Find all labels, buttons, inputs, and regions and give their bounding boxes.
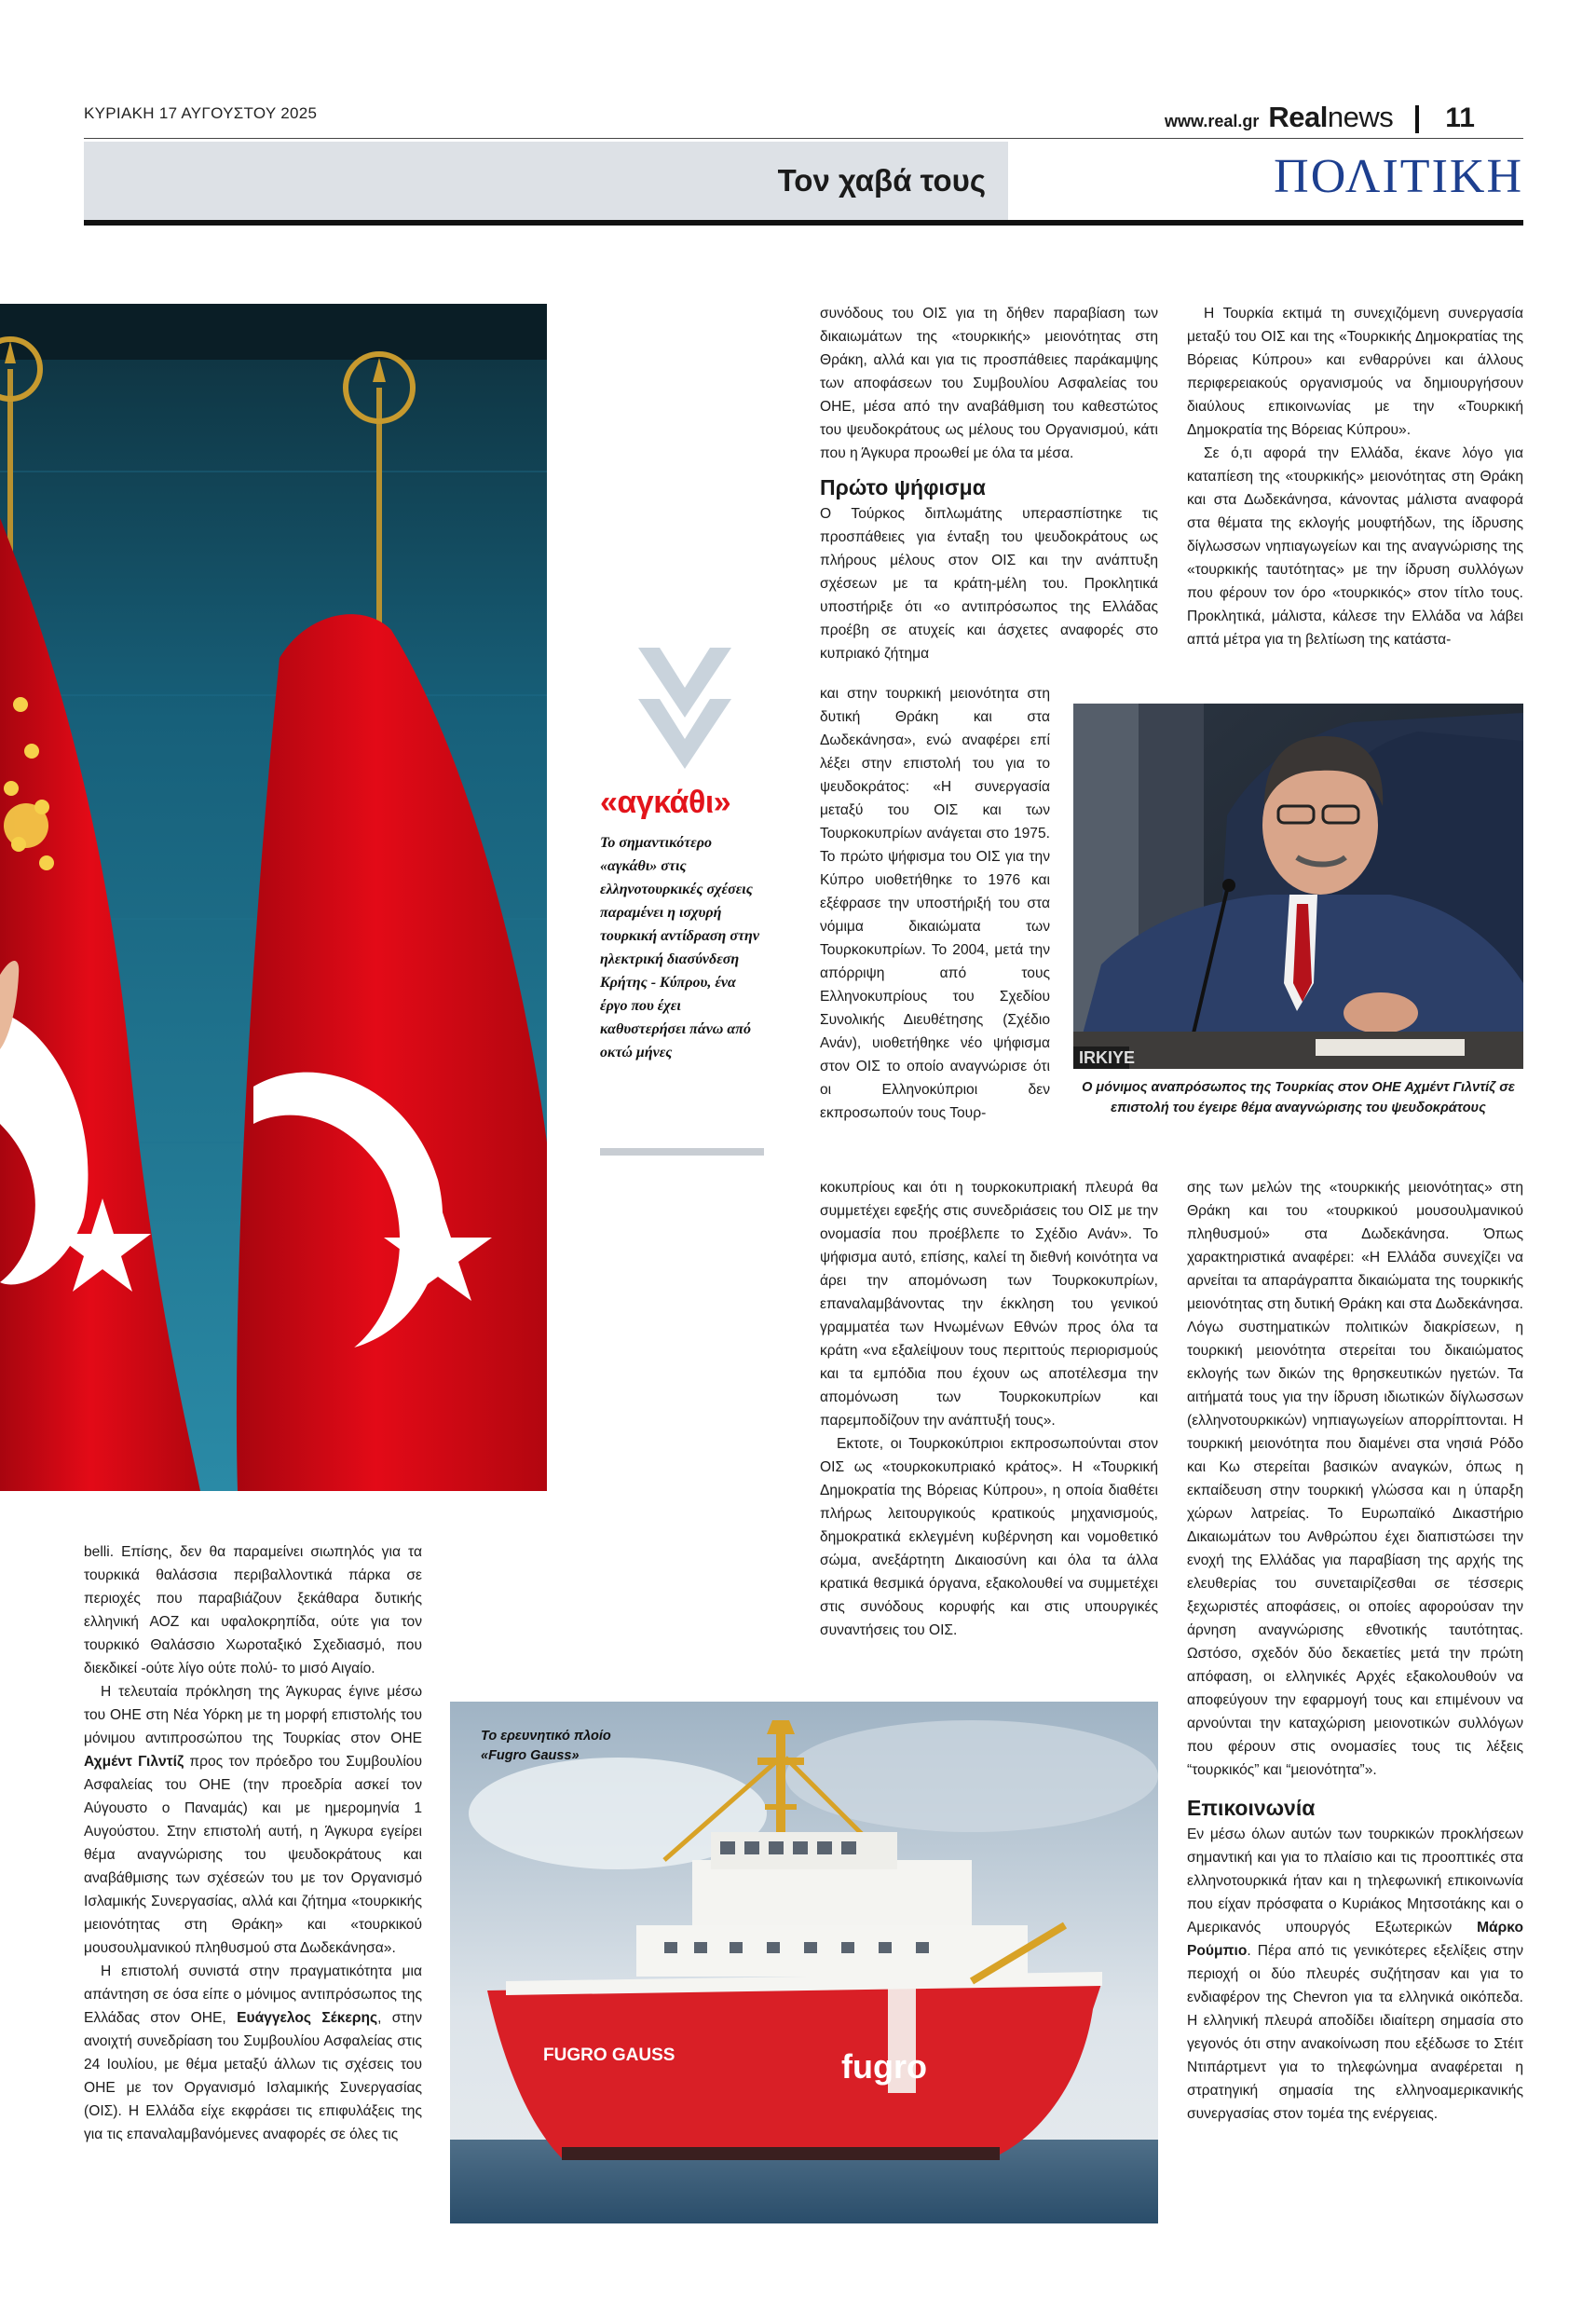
name-rubio: Μάρκο Ρούμπιο [1187,1920,1523,1959]
ship-illustration [450,1702,1158,2223]
masthead-brand [1165,101,1475,138]
ambassador-illustration [1073,704,1523,1069]
col3-paragraph-1: Η Τουρκία εκτιμά τη συνεχιζόμενη συνεργασία μεταξύ του ΟΙΣ και της «Τουρκικής Δημοκρατίας της Βόρειας Κύπρου» και ενθαρρύνει και άλλους περιφερειακούς οργανισμούς να δημιουργήσουν διαύλους επικοινωνίας με την «Τουρκική Δημοκρατία της Βόρειας Κύπρου». [1187,306,1523,438]
section-title: ΠΟΛΙΤΙΚΗ [1274,150,1523,203]
col2-paragraph-4: Εκτοτε, οι Τουρκοκύπριοι εκπροσωπούνται στον ΟΙΣ ως «τουρκοκυπριακό κράτος». Η «Τουρκική Δημοκρατία της Βόρειας Κύπρου», η οποία διαθέτει πλήρως λειτουργικούς κρατικούς μηχανισμούς, δημοκρατικά εκλεγμένη κυβέρνηση και νομοθετικό σώμα, ανεξάρτητη Δικαιοσύνη και όλα τα άλλα κρατικά θεσμικά όργανα, εξακολουθεί να συμμετέχει στις συνόδους κορυφής και στις υπουργικές συναντήσεις του ΟΙΣ. [820,1436,1158,1638]
subheading-first-resolution: Πρώτο ψήφισμα [820,475,986,499]
pullquote-rule [600,1148,764,1156]
article-column-3-top [1187,302,1523,651]
brand-divider [1415,105,1419,133]
article-column-2-bottom [820,1176,1158,1642]
headline: Τον χαβά τους [777,163,986,198]
ship-caption [481,1727,611,1766]
header-thick-rule [84,220,1523,226]
name-sekeris: Ευάγγελος Σέκερης [237,2010,378,2026]
article-column-1 [84,1540,422,2146]
subheading-communication: Επικοινωνία [1187,1796,1316,1820]
brand-news: news [1327,101,1394,133]
col2-paragraph-1: συνόδους του ΟΙΣ για τη δήθεν παραβίαση των δικαιωμάτων της «τουρκικής» μειονότητας στη Θράκη, αλλά και για τις προσπάθειες παράκαμψης των αποφάσεων του Συμβουλίου Ασφαλείας του ΟΗΕ, μέσα από την αναβάθμιση του καθεστώτος του ψευδοκράτους ως μέλους του Οργανισμού, κάτι που η Άγκυρα προωθεί με όλα τα μέσα. [820,306,1158,461]
flags-illustration [0,304,547,1491]
ambassador-caption: Ο μόνιμος αναπρόσωπος της Τουρκίας στον ΟΗΕ Αχμέντ Γιλντίζ σε επιστολή του έγειρε θέμα αναγνώρισης του ψευδοκράτους [1082,1080,1515,1115]
ship-caption-line1: Το ερευνητικό πλοίο [481,1729,611,1744]
ship-caption-line2: «Fugro Gauss» [481,1748,580,1763]
name-yildiz: Αχμέντ Γιλντίζ [84,1754,184,1770]
article-column-3-bottom [1187,1176,1523,2126]
page-number: 11 [1445,103,1475,133]
col1-paragraph-3: Η επιστολή συνιστά στην πραγματικότητα μια απάντηση σε όσα είπε ο μόνιμος αντιπρόσωπος της Ελλάδας στον ΟΗΕ, Ευάγγελος Σέκερης, στην ανοιχτή συνεδρίαση του Συμβουλίου Ασφαλείας στις 24 Ιουλίου, με θέμα μεταξύ άλλων τις σχέσεις του ΟΗΕ με τον Οργανισμό Ισλαμικής Συνεργασίας (ΟΙΣ). Η Ελλάδα είχε εκφράσει τις επιφυλάξεις της για τις επαναλαμβανόμενες αναφορές σε όλες τις [84,1963,423,2142]
website-url[interactable]: www.real.gr [1165,112,1260,130]
col1-paragraph-1: belli. Επίσης, δεν θα παραμείνει σιωπηλός για τα τουρκικά θαλάσσια περιβαλλοντικά πάρκα σε περιοχές που παραβιάζουν ξεκάθαρα δυτικής ελληνική ΑΟΖ και υφαλοκρηπίδα, ούτε για τον τουρκικό Θαλάσσιο Χωροταξικό Σχεδιασμό, που διεκδικεί -ούτε λίγο ούτε πολύ- το μισό Αιγαίο. [84,1544,422,1676]
ship-photo [450,1702,1158,2223]
header-rule [84,138,1523,139]
brand-real: Real [1268,101,1328,133]
col2-paragraph-2-cont: και στην τουρκική μειονότητα στη δυτική Θράκη και στα Δωδεκάνησα», ενώ αναφέρει επί λέξει στην επιστολή του για το ψευδοκράτος: «Η συνεργασία μεταξύ του ΟΙΣ και των Τουρκοκυπρίων ανάγεται στο 1975. Το πρώτο ψήφισμα του ΟΙΣ για την Κύπρο υιοθετήθηκε το 1976 και εξέφρασε την υποστήριξή του στα νόμιμα δικαιώματα των Τουρκοκυπρίων. Το 2004, μετά την απόρριψη από τους Ελληνοκυπρίους του Σχεδίου Συνολικής Διευθέτησης (Σχέδιο Ανάν), υιοθετήθηκε νέο ψήφισμα στον ΟΙΣ το οποίο αναγνώρισε ότι οι Ελληνοκύπριοι δεν εκπροσωπούν τους Τουρ- [820,686,1050,1121]
ship-hull-logo: fugro [841,2047,927,2086]
pullquote-text: Το σημαντικότερο «αγκάθι» στις ελληνοτουρκικές σχέσεις παραμένει η ισχυρή τουρκική αντίδραση στην ηλεκτρική διασύνδεση Κρήτης - Κύπρου, ένα έργο που έχει καθυστερήσει πάνω από οκτώ μήνες [600,835,759,1060]
ship-hull-name: FUGRO GAUSS [543,2045,675,2065]
pullquote-title: «αγκάθι» [600,785,731,820]
turkish-flags-photo [0,304,547,1491]
col2-paragraph-2: Ο Τούρκος διπλωμάτης υπερασπίστηκε τις προσπάθειες για ένταξη του ψευδοκράτους ως πλήρους μέλους στον ΟΙΣ και την ανάπτυξη σχέσεων με τα κράτη-μέλη του. Προκλητικά υποστήριξε ότι «ο αντιπρόσωπος της Ελλάδας προέβη σε ατυχείς και άσχετες αναφορές στο κυπριακό ζήτημα [820,506,1158,662]
nameplate-text: IRKIYE [1079,1048,1136,1067]
issue-date: ΚΥΡΙΑΚΗ 17 ΑΥΓΟΥΣΤΟΥ 2025 [84,104,318,122]
article-column-2-narrow [820,682,1050,1125]
col3-paragraph-4: Εν μέσω όλων αυτών των τουρκικών προκλήσεων σημαντική και για το πλαίσιο και τις προοπτικές στα ελληνοτουρκικά ήταν και η τηλεφωνική επικοινωνία που είχαν πρόσφατα ο Κυριάκος Μητσοτάκης και ο Αμερικανός υπουργός Εξωτερικών Μάρκο Ρούμπιο. Πέρα από τις γενικότερες εξελίξεις στην περιοχή οι δύο πλευρές συζήτησαν και για το ενδιαφέρον της Chevron για τα ελληνικά οικόπεδα. Η ελληνική πλευρά αποδίδει ιδιαίτερη σημασία στο γεγονός ότι στην ανακοίνωση που εξέδωσε το Στέιτ Ντιπάρτμεντ για το τηλεφώνημα αναφέρεται η στρατηγική σημασία της ελληνοαμερικανικής συνεργασίας στον τομέα της ενέργειας. [1187,1826,1523,2122]
ambassador-photo [1073,704,1523,1069]
chevron-down-icon [634,643,736,773]
col2-paragraph-3: κοκυπρίους και ότι η τουρκοκυπριακή πλευρά θα συμμετέχει εφεξής στις συνεδριάσεις του ΟΙΣ με την ονομασία που προέβλεπε το Σχέδιο Ανάν». Το ψήφισμα αυτό, επίσης, καλεί τη διεθνή κοινότητα να άρει την απομόνωση των Τουρκοκυπρίων, επαναλαμβάνοντας την έκκληση του γενικού γραμματέα των Ηνωμένων Εθνών προς όλα τα κράτη «να εξαλείψουν τους περιττούς περιορισμούς και τα εμπόδια που έχουν ως αποτέλεσμα την απομόνωση των Τουρκοκυπρίων και παρεμποδίζουν την ανάπτυξή τους». [820,1180,1158,1429]
col3-paragraph-3: σης των μελών της «τουρκικής μειονότητας» στη Θράκη και του «τουρκικού μουσουλμανικού πληθυσμού» στα Δωδεκάνησα. Όπως χαρακτηριστικά αναφέρει: «Η Ελλάδα συνεχίζει να αρνείται τα απαράγραπτα δικαιώματα της τουρκικής μειονότητας στη δυτική Θράκη και στα Δωδεκάνησα. Λόγω συστηματικών πολιτικών διακρίσεων, η τουρκική μειονότητα στερείται του δικαιώματος εκλογής των δικών της θρησκευτικών ηγετών. Τα αιτήματά τους για την ίδρυση ιδιωτικών δίγλωσσων (ελληνοτουρκικών) νηπιαγωγείων απορρίπτονται. Η τουρκική μειονότητα που διαμένει στα νησιά Ρόδο και Κω στερείται βασικών αναγκών, όπως η εκπαίδευση στην τουρκική γλώσσα και η ύπαρξη χώρων λατρείας. Το Ευρωπαϊκό Δικαστήριο Δικαιωμάτων του Ανθρώπου έχει διαπιστώσει την ενοχή της Ελλάδας για παραβίαση της αρχής της ελευθερίας του συνεταιρίζεσθαι σε τέσσερις ξεχωριστές αποφάσεις, οι οποίες αφορούσαν την άρνηση αναγνώρισης εθνοτικής ταυτότητας. Ωστόσο, σχεδόν δύο δεκαετίες μετά την πρώτη απόφαση, οι ελληνικές Αρχές εξακολουθούν να αποφεύγουν την εφαρμογή τους και επιμένουν να αρνούνται την καταχώριση μειονοτικών συλλόγων που φέρουν στις ονομασίες τους τις λέξεις “τουρκικός” και “μειονότητα”». [1187,1180,1523,1778]
col1-paragraph-2: Η τελευταία πρόκληση της Άγκυρας έγινε μέσω του ΟΗΕ στη Νέα Υόρκη με τη μορφή επιστολής του μόνιμου αντιπροσώπου της Τουρκίας στον ΟΗΕ Αχμέντ Γιλντίζ προς τον πρόεδρο του Συμβουλίου Ασφαλείας του ΟΗΕ (την προεδρία ασκεί τον Αύγουστο ο Παναμάς) και με ημερομηνία 1 Αυγούστου. Στην επιστολή αυτή, η Άγκυρα εγείρει θέμα αναγνώρισης του ψευδοκράτους και αναβάθμισης των σχέσεών του με τον Οργανισμό Ισλαμικής Συνεργασίας, αλλά και ζήτημα «τουρκικής μειονότητας στη Θράκη» και «τουρκικού μουσουλμανικού πληθυσμού στα Δωδεκάνησα». [84,1684,422,1956]
article-column-2-top [820,302,1158,665]
col3-paragraph-2: Σε ό,τι αφορά την Ελλάδα, έκανε λόγο για καταπίεση της «τουρκικής» μειονότητας στη Θράκη και στα Δωδεκάνησα, κάνοντας μάλιστα αναφορά στα θέματα της εκλογής μουφτήδων, της ίδρυσης δίγλωσσων νηπιαγωγείων και της αναγνώρισης της «τουρκικής ταυτότητας» με την ίδρυση συλλόγων που φέρουν τον όρο «τουρκικός» στον τίτλο τους. Προκλητικά, μάλιστα, κάλεσε την Ελλάδα να λάβει απτά μέτρα για τη βελτίωση της κατάστα- [1187,445,1523,648]
